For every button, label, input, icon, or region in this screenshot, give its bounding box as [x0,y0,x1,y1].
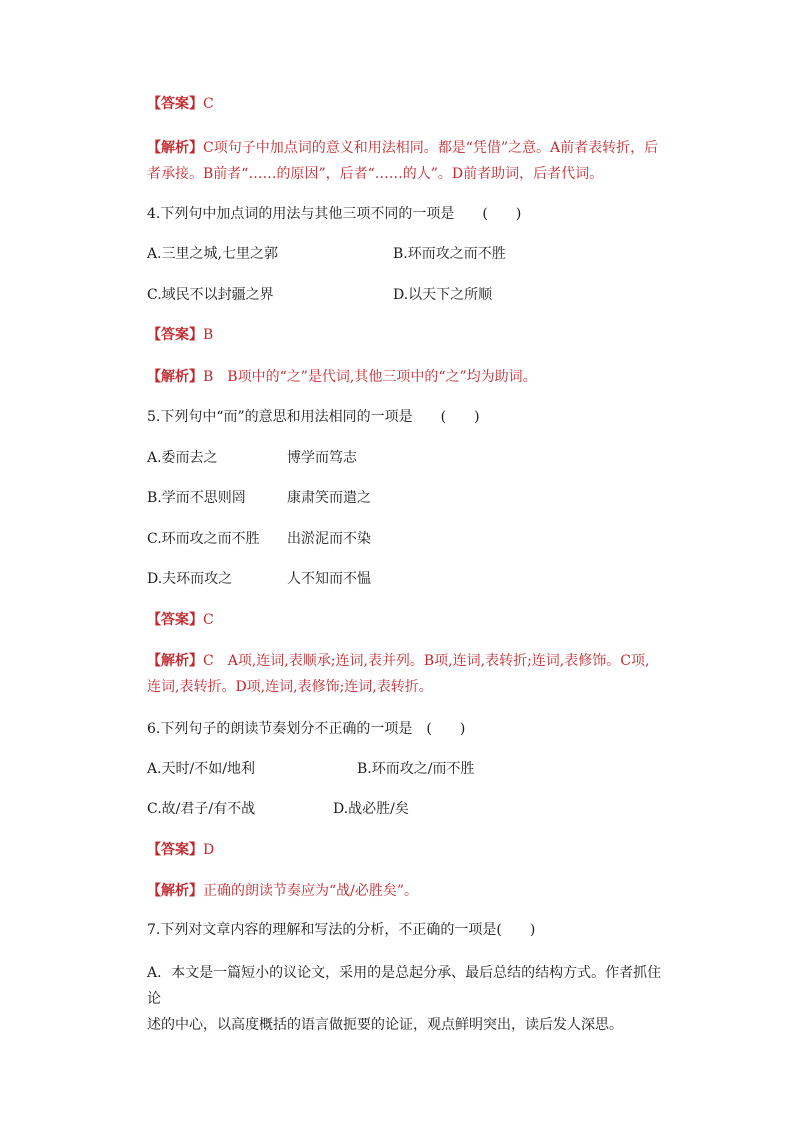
analysis-label: 【解析】 [147,369,203,385]
option-a-second: 博学而笃志 [287,450,357,466]
option-a-text: A．本文是一篇短小的议论文，采用的是总起分承、最后总结的结构方式。作者抓住论 [147,965,662,1007]
analysis-label: 【解析】 [147,653,203,669]
option-c: C.故/君子/有不战 [147,801,256,817]
answer-label: 【答案】 [147,96,203,112]
analysis-label: 【解析】 [147,883,203,899]
option-a-paragraph [147,960,674,1038]
answer-line [147,610,214,630]
answer-label: 【答案】 [147,327,203,343]
answer-line [147,94,214,114]
answer-value: D [203,842,215,858]
question-stem: 7.下列对文章内容的理解和写法的分析，不正确的一项是( ) [147,922,536,938]
analysis-text-2: 连词,表转折。D项,连词,表修饰;连词,表转折。 [147,679,433,695]
question-stem: 5.下列句中“而”的意思和用法相同的一项是 ( ) [147,409,480,425]
analysis-line [147,881,418,901]
analysis-text: 正确的朗读节奏应为“战/必胜矣”。 [203,883,419,899]
answer-value: B [203,327,214,343]
option-d: D.夫环而攻之 [147,571,233,587]
analysis-text: C项句子中加点词的意义和用法相同。都是“凭借”之意。A前者表转折，后 [203,140,659,156]
analysis-text: B B项中的“之”是代词,其他三项中的“之”均为助词。 [203,369,537,385]
option-a: A.天时/不如/地利 [147,761,255,777]
option-a: A.三里之城,七里之郭 [147,246,279,262]
option-c-second: 出淤泥而不染 [287,531,371,547]
analysis-text-2: 者承接。B前者“……的原因”，后者“……的人”。D前者助词，后者代词。 [147,166,604,182]
option-b: B.环而攻之而不胜 [393,246,506,262]
answer-label: 【答案】 [147,612,203,628]
option-d-second: 人不知而不愠 [287,571,371,587]
analysis-label: 【解析】 [147,140,203,156]
analysis-paragraph [147,648,674,700]
option-b: B.学而不思则罔 [147,490,246,506]
analysis-paragraph [147,135,674,187]
option-d: D.战必胜/矣 [333,801,409,817]
analysis-text: C A项,连词,表顺承;连词,表并列。B项,连词,表转折;连词,表修饰。C项, [203,653,650,669]
analysis-line [147,367,537,387]
question-stem: 4.下列句中加点词的用法与其他三项不同的一项是 ( ) [147,206,522,222]
question-stem: 6.下列句子的朗读节奏划分不正确的一项是 ( ) [147,721,466,737]
answer-value: C [203,96,214,112]
option-c: C.环而攻之而不胜 [147,531,260,547]
answer-line [147,840,214,860]
option-d: D.以天下之所顺 [393,287,493,303]
answer-label: 【答案】 [147,842,203,858]
answer-value: C [203,612,214,628]
option-b-second: 康肃笑而遣之 [287,490,371,506]
option-a: A.委而去之 [147,450,218,466]
option-b: B.环而攻之/而不胜 [357,761,475,777]
answer-line [147,325,213,345]
option-c: C.域民不以封疆之界 [147,287,274,303]
option-a-text-2: 述的中心，以高度概括的语言做扼要的论证，观点鲜明突出，读后发人深思。 [147,1017,623,1033]
